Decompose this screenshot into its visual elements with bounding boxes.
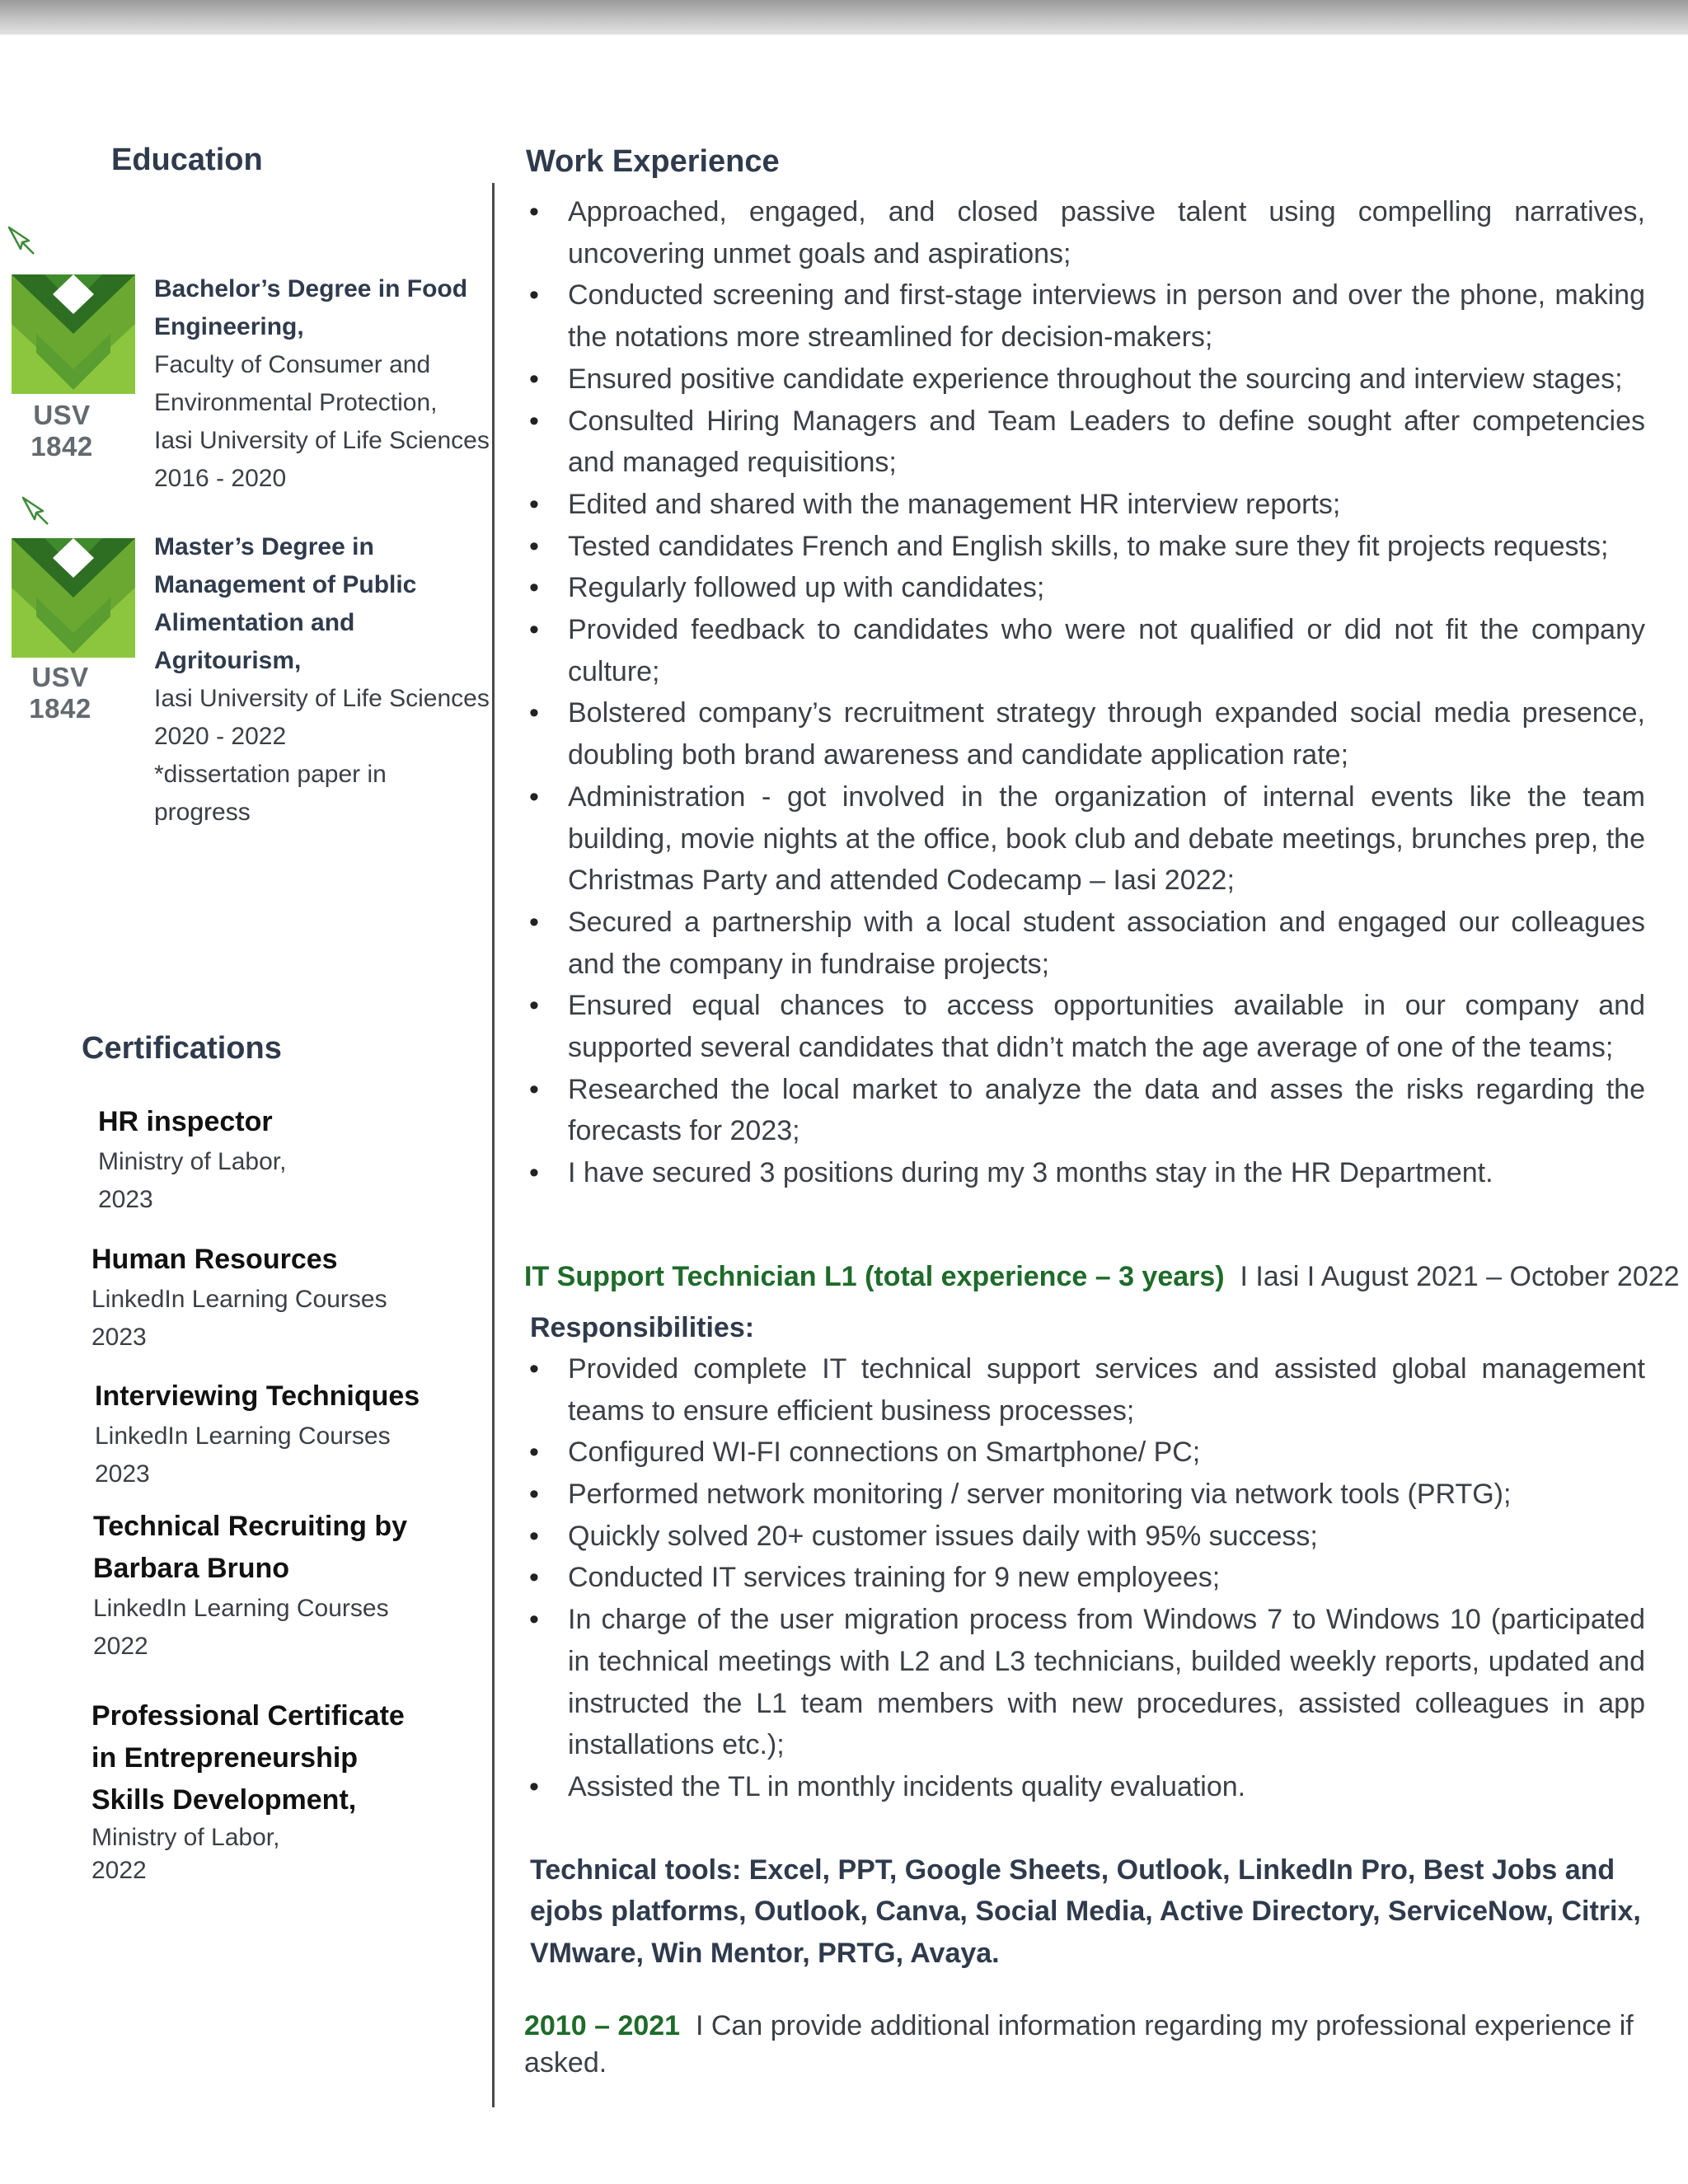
bullet-item: • Administration - got involved in the organization of internal events like the team building, movie nights at the office, book club and debate meetings, brunches prep, the Christmas Party and attended Codecamp – Iasi 2022;	[524, 776, 1645, 902]
certification-year: 2022	[91, 1857, 147, 1884]
bullet-item: • Provided complete IT technical support services and assisted global management teams to ensure efficient business processes;	[524, 1348, 1645, 1432]
bullet-item: • In charge of the user migration process from Windows 7 to Windows 10 (participated in technical meetings with L2 and L3 technicians, builded weekly reports, updated and instructed the L1 team members with new procedures, assisted colleagues in app installations etc.);	[524, 1599, 1645, 1766]
degree-title: Master’s Degree in Management of Public Alimentation and Agritourism,	[154, 533, 417, 674]
certification-year: 2023	[95, 1460, 150, 1488]
bullet-item: • Assisted the TL in monthly incidents quality evaluation.	[524, 1766, 1645, 1808]
logo-text: USV 1842	[30, 400, 93, 462]
education-detail: Iasi University of Life Sciences	[154, 685, 490, 712]
certification-item	[91, 1695, 429, 1887]
left-column	[0, 0, 495, 2184]
right-column	[524, 137, 1680, 2082]
certification-name: Human Resources	[91, 1244, 338, 1275]
bullet-item: • Regularly followed up with candidates;	[524, 567, 1645, 609]
bullet-item: • Secured a partnership with a local student association and engaged our colleagues and the company in fundraise projects;	[524, 902, 1645, 985]
certification-year: 2023	[91, 1324, 147, 1351]
older-experience	[524, 2008, 1645, 2082]
bullet-item: • Conducted screening and first-stage interviews in person and over the phone, making the notations more streamlined for decision-makers;	[524, 274, 1645, 358]
usv-emblem-icon	[12, 538, 135, 658]
education-years: 2020 - 2022	[154, 723, 287, 750]
job-location-dates: I Iasi I August 2021 – October 2022	[1240, 1260, 1680, 1292]
education-detail: Environmental Protection,	[154, 389, 438, 416]
it-responsibilities-list	[524, 1348, 1645, 1808]
column-divider	[492, 183, 495, 2107]
education-detail: Faculty of Consumer and	[154, 351, 431, 378]
university-logo	[12, 274, 135, 462]
education-heading: Education	[111, 143, 263, 177]
education-entry	[154, 528, 500, 832]
certification-issuer: LinkedIn Learning Courses	[91, 1286, 387, 1313]
bullet-item: • Configured WI-FI connections on Smartphone/ PC;	[524, 1432, 1645, 1474]
certifications-heading: Certifications	[82, 1031, 282, 1066]
education-entry	[154, 270, 492, 498]
bullet-item: • Quickly solved 20+ customer issues daily with 95% success;	[524, 1516, 1645, 1558]
certification-year: 2022	[93, 1633, 148, 1660]
education-note: *dissertation paper in progress	[154, 761, 387, 826]
bullet-item: • I have secured 3 positions during my 3 months stay in the HR Department.	[524, 1152, 1645, 1194]
certification-issuer: Ministry of Labor,	[98, 1148, 287, 1175]
education-detail: Iasi University of Life Sciences	[154, 427, 490, 454]
education-years: 2016 - 2020	[154, 465, 287, 492]
usv-emblem-icon	[12, 274, 135, 394]
bullet-item: • Bolstered company’s recruitment strategy through expanded social media presence, doubling both brand awareness and candidate application rate;	[524, 692, 1645, 776]
bullet-item: • Consulted Hiring Managers and Team Leaders to define sought after competencies and managed requisitions;	[524, 401, 1645, 484]
bullet-item: • Ensured positive candidate experience throughout the sourcing and interview stages;	[524, 359, 1645, 401]
certification-item	[93, 1506, 423, 1666]
certification-name: Technical Recruiting by Barbara Bruno	[93, 1511, 408, 1584]
certification-issuer: Ministry of Labor,	[91, 1824, 280, 1851]
certification-issuer: LinkedIn Learning Courses	[93, 1595, 389, 1622]
certification-name: Professional Certificate in Entrepreneurship Skills Development,	[91, 1700, 405, 1816]
work-experience-heading: Work Experience	[526, 144, 780, 179]
university-logo	[12, 538, 135, 724]
bullet-item: • Conducted IT services training for 9 new employees;	[524, 1557, 1645, 1599]
bullet-item: • Edited and shared with the management HR interview reports;	[524, 484, 1645, 526]
responsibilities-label: Responsibilities:	[530, 1311, 755, 1343]
logo-text: USV 1842	[29, 662, 91, 724]
certification-item	[91, 1239, 471, 1357]
certification-item	[95, 1376, 474, 1493]
bullet-item: • Ensured equal chances to access opportunities available in our company and supported several candidates that didn’t match the age average of one of the teams;	[524, 985, 1645, 1068]
hr-responsibilities-list	[524, 191, 1645, 1194]
bullet-item: • Researched the local market to analyze the data and asses the risks regarding the forecasts for 2023;	[524, 1069, 1645, 1152]
certification-item	[98, 1101, 477, 1219]
older-experience-text: I Can provide additional information regarding my professional experience if asked.	[524, 2009, 1634, 2079]
certification-name: HR inspector	[98, 1106, 273, 1137]
bullet-item: • Provided feedback to candidates who were not qualified or did not fit the company culture;	[524, 609, 1645, 692]
arrow-pointer-icon	[4, 224, 37, 257]
technical-tools: Technical tools: Excel, PPT, Google Sheets, Outlook, LinkedIn Pro, Best Jobs and ejobs platforms, Outlook, Canva, Social Media, Active Directory, ServiceNow, Citrix, VMware, Win Mentor, PRTG, Avaya.	[530, 1854, 1641, 1970]
job-title: IT Support Technician L1 (total experience – 3 years)	[524, 1260, 1225, 1292]
bullet-item: • Performed network monitoring / server monitoring via network tools (PRTG);	[524, 1474, 1645, 1516]
certification-year: 2023	[98, 1186, 153, 1213]
degree-title: Bachelor’s Degree in Food Engineering,	[154, 275, 468, 340]
older-years: 2010 – 2021	[524, 2009, 681, 2041]
arrow-pointer-icon	[18, 494, 51, 527]
bullet-item: • Approached, engaged, and closed passive talent using compelling narratives, uncovering unmet goals and aspirations;	[524, 191, 1645, 274]
certification-issuer: LinkedIn Learning Courses	[95, 1422, 391, 1450]
certification-name: Interviewing Techniques	[95, 1380, 420, 1412]
job-title-row	[524, 1256, 1680, 1297]
bullet-item: • Tested candidates French and English skills, to make sure they fit projects requests;	[524, 526, 1645, 568]
